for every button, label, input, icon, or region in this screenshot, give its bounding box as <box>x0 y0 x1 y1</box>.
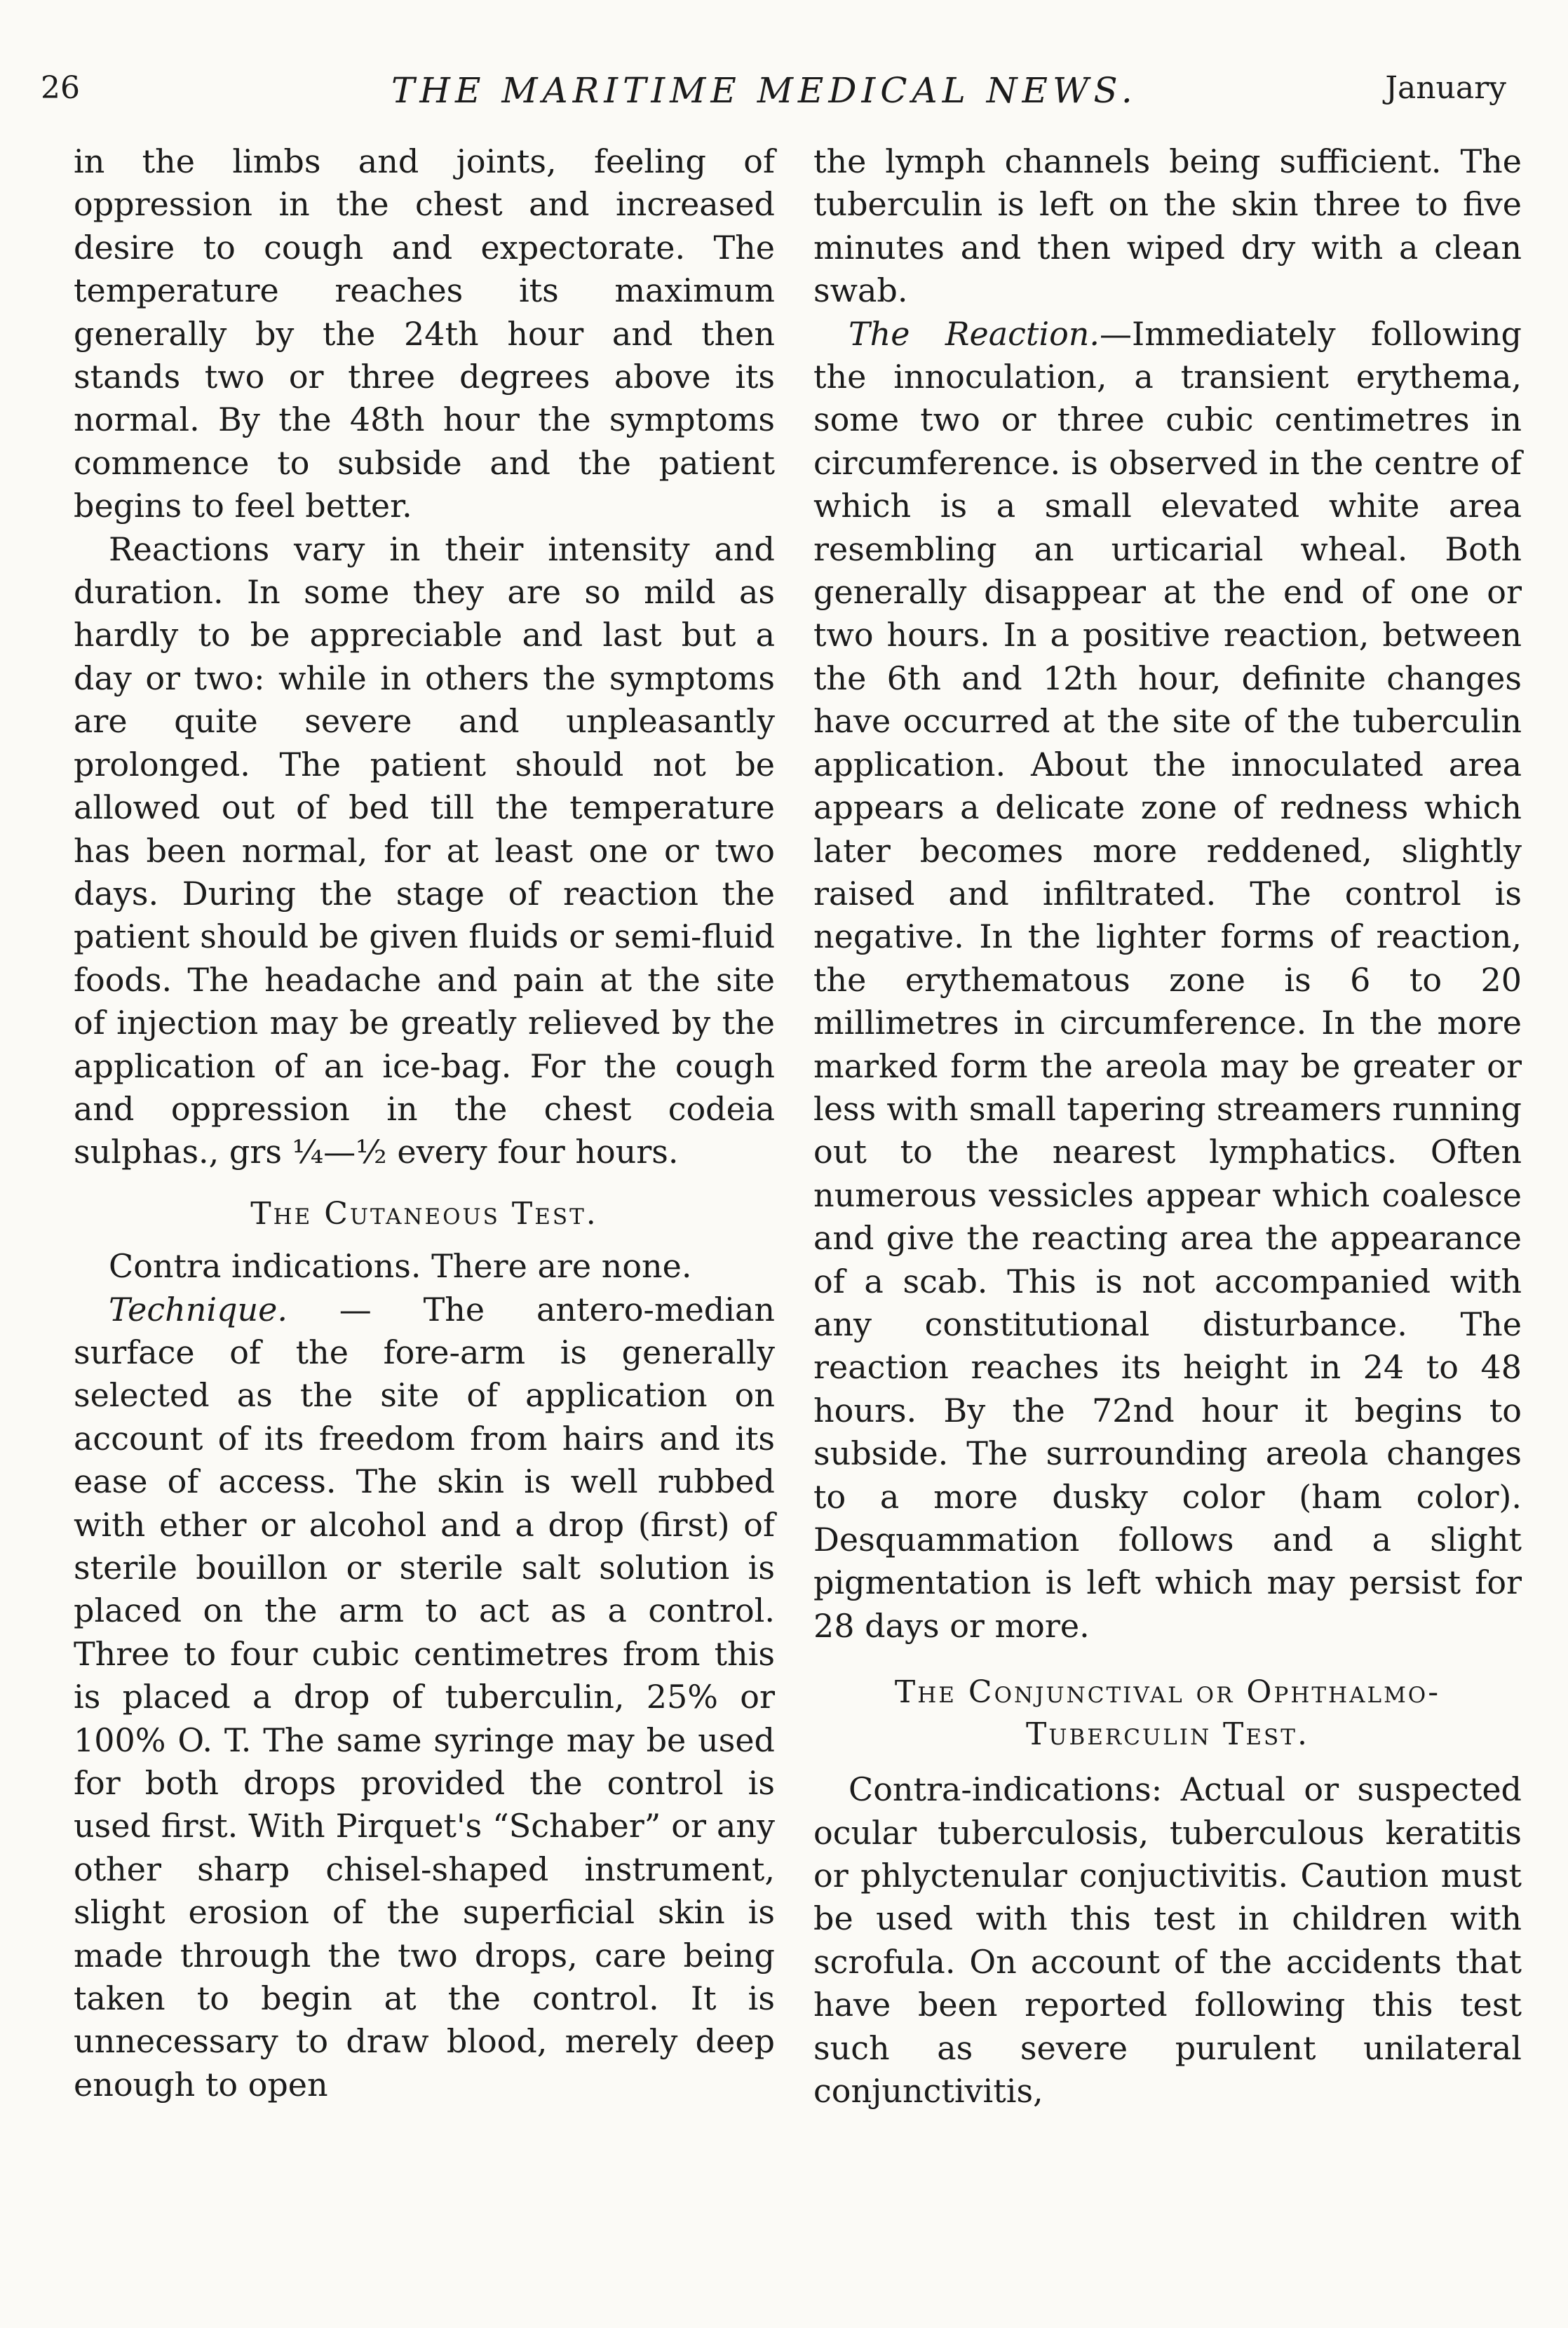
paragraph-conjunctival-contra-indications: Contra-indications: Actual or suspected ocular tuberculosis, tuberculous keratitis or phlyctenular conjuctivitis. Caution must be used with this test in children with scrofula. On account of the accidents that have been reported following this test such as severe purulent unilateral conjunctivitis, <box>813 1770 1522 2111</box>
reaction-label: The Reaction. <box>849 314 1100 353</box>
paragraph-technique <box>74 1289 775 2107</box>
technique-label: Technique. <box>109 1290 288 1328</box>
journal-title: THE MARITIME MEDICAL NEWS. <box>391 70 1137 111</box>
page-header <box>41 70 1506 119</box>
paragraph-reaction <box>813 313 1522 1648</box>
paragraph-contra-indications: Contra indications. There are none. <box>109 1247 692 1286</box>
paragraph-lymph-channels: the lymph channels being sufficient. The tuberculin is left on the skin three to five minutes and then wiped dry with a clean swab. <box>813 142 1522 310</box>
reaction-text: —Immediately following the innoculation, a transient erythema, some two or three cubic centimetres in circumference. is observed in the centre of which is a small elevated white area resembling an urticarial wheal. Both generally disappear at the end of one or two hours. In a positive reaction, between the 6th and 12th hour, definite changes have occurred at the site of the tuberculin application. About the innoculated area appears a delicate zone of redness which later becomes more reddened, slightly raised and infiltrated. The control is negative. In the lighter forms of reaction, the erythematous zone is 6 to 20 millimetres in circumference. In the more marked form the areola may be greater or less with small tapering streamers running out to the nearest lymphatics. Often numerous vessicles appear which coalesce and give the reacting area the appearance of a scab. This is not accompanied with any constitutional disturbance. The reaction reaches its height in 24 to 48 hours. By the 72nd hour it begins to subside. The surrounding areola changes to a more dusky color (ham color). Desquammation follows and a slight pigmentation is left which may persist for 28 days or more. <box>813 314 1522 1645</box>
paragraph-reactions: Reactions vary in their intensity and duration. In some they are so mild as hardly to be appreciable and last but a day or two: while in others the symptoms are quite severe and unpleasantly prolonged. The patient should not be allowed out of bed till the temperature has been normal, for at least one or two days. During the stage of reaction the patient should be given fluids or semi-fluid foods. The headache and pain at the site of injection may be greatly relieved by the application of an ice-bag. For the cough and oppression in the chest codeia sulphas., grs ¼—½ every four hours. <box>74 530 775 1171</box>
issue-month: January <box>1385 70 1506 106</box>
paragraph-symptoms: in the limbs and joints, feeling of oppression in the chest and increased desire to cough and expectorate. The temperature reaches its maximum generally by the 24th hour and then stands two or three degrees above its normal. By the 48th hour the symptoms commence to subside and the patient begins to feel better. <box>74 142 775 525</box>
page-number: 26 <box>41 70 80 106</box>
section-heading-cutaneous-test: The Cutaneous Test. <box>250 1195 598 1232</box>
right-column <box>813 140 1522 2113</box>
technique-text: — The antero-median surface of the fore-arm is generally selected as the site of application on account of its freedom from hairs and its ease of access. The skin is well rubbed with ether or alcohol and a drop (first) of sterile bouillon or sterile salt solution is placed on the arm to act as a control. Three to four cubic centimetres from this is placed a drop of tuberculin, 25% or 100% O. T. The same syringe may be used for both drops provided the control is used first. With Pirquet's “Schaber” or any other sharp chisel-shaped instrument, slight erosion of the superficial skin is made through the two drops, care being taken to begin at the control. It is unnecessary to draw blood, merely deep enough to open <box>74 1290 775 2104</box>
section-heading-conjunctival-test: The Conjunctival or Ophthalmo-Tuberculin Test. <box>894 1674 1441 1753</box>
left-column <box>74 140 775 2106</box>
